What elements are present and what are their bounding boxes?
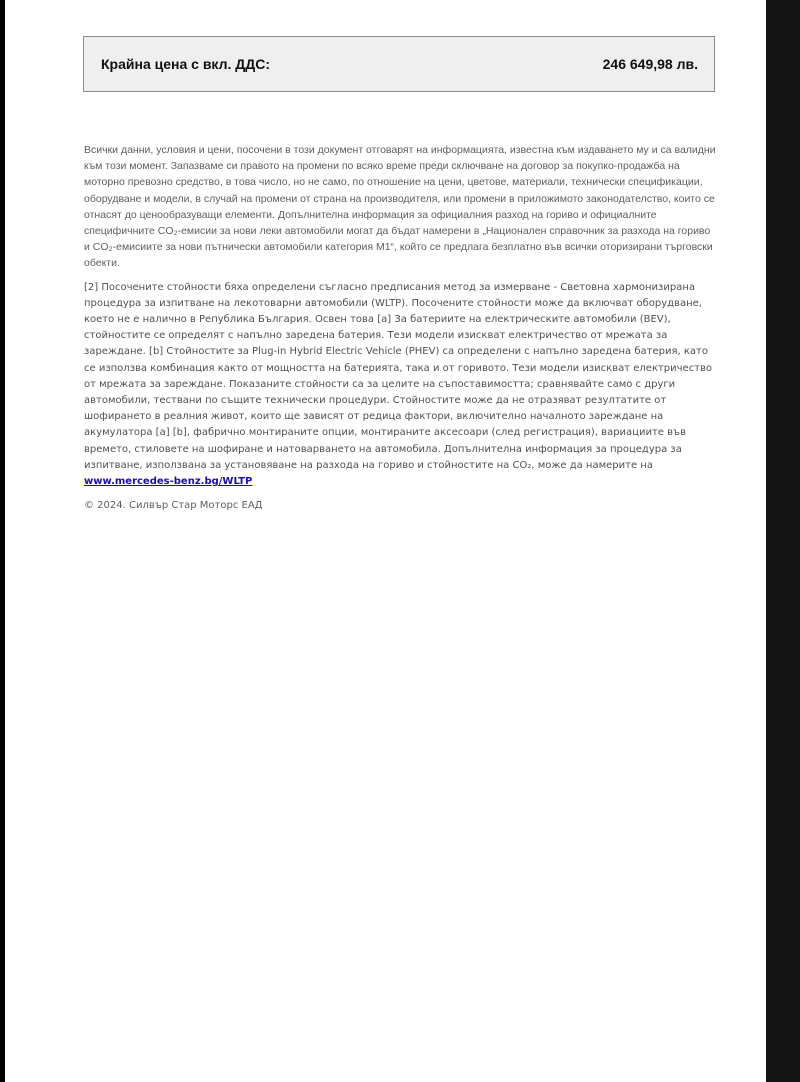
final-price-value: 246 649,98 лв. [602, 56, 698, 72]
final-price-box [83, 36, 715, 92]
disclaimer-paragraph-2-text: [2] Посочените стойности бяха определени съгласно предписания метод за измерване - Световна хармонизирана процедура за изпитване на лекотоварни автомобили (WLTP). Посочените стойности може да включват оборудване, което не е налично в Република България. Освен това [a] За батериите на електрическите автомобили (BEV), стойностите се определят с напълно заредена батерия. Тези модели изискват електричество от мрежата за зареждане. [b] Стойностите за Plug-in Hybrid Electric Vehicle (PHEV) са определени с напълно заредена батерия, като се използва комбинация както от мощността на батерията, така и от горивото. Тези модели изискват електричество от мрежата за зареждане. Показаните стойности са за целите на съпоставимостта; сравнявайте само с други автомобили, тествани по същите технически процедури. Стойностите може да не отразяват резултатите от шофирането в реалния живот, които ще зависят от редица фактори, включително началното зареждане на акумулатора [a] [b], фабрично монтираните опции, монтираните аксесоари (след регистрация), вариациите във времето, стиловете на шофиране и натоварването на автомобила. Допълнителна информация за процедура за изпитване, използвана за установяване на разхода на гориво и стойностите на CO₂, може да намерите на [84, 281, 713, 471]
final-price-label: Крайна цена с вкл. ДДС: [101, 56, 270, 72]
disclaimer-paragraph-2 [84, 280, 716, 491]
copyright-notice: © 2024. Силвър Стар Моторс ЕАД [84, 500, 263, 512]
disclaimer-paragraph-1: Всички данни, условия и цени, посочени в този документ отговарят на информацията, известна към издаването му и са валидни към този момент. Запазваме си правото на промени по всяко време преди сключване на договор за покупко-продажба на моторно превозно средство, в това число, но не само, по отношение на цени, цветове, материали, технически спецификации, оборудване и модели, в случай на промени от страна на производителя, или промени в приложимото законодателство, които се отнасят до ценообразуващи елементи. Допълнителна информация за официалния разход на гориво и официалните специфичните CO₂-емисии за нови леки автомобили могат да бъдат намерени в „Национален справочник за разхода на гориво и CO₂-емисиите за нови пътнически автомобили категория M1“, който се предлага безплатно във всички оторизирани търговски обекти. [84, 144, 716, 270]
viewer-edge [766, 0, 800, 1082]
disclaimer-section [84, 142, 716, 514]
document-page [5, 0, 766, 1082]
wltp-link[interactable]: www.mercedes-benz.bg/WLTP [84, 476, 253, 488]
